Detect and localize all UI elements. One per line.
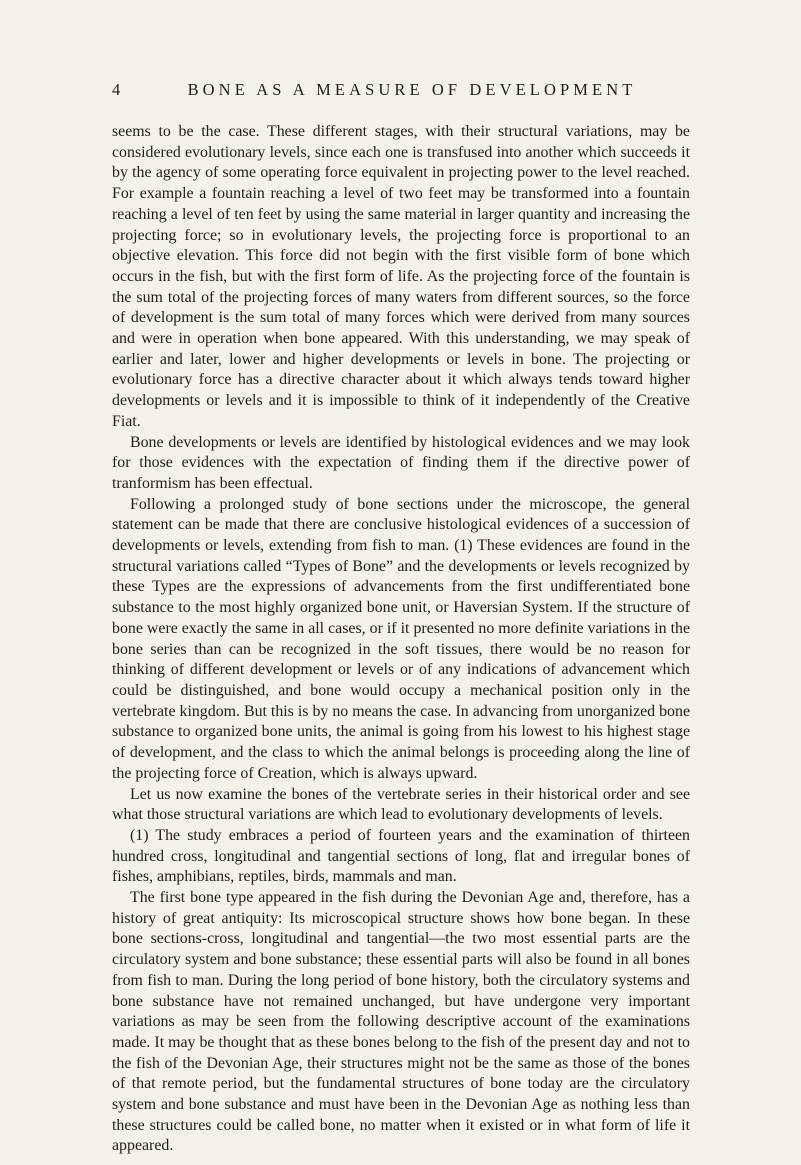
paragraph-examine-bones: Let us now examine the bones of the vertebrate series in their historical order and see what those structural variations are which lead to evolutionary developments of levels.	[112, 785, 690, 824]
paragraph-first-bone-type: The first bone type appeared in the fish during the Devonian Age and, therefore, has a history of great antiquity: Its microscopical structure shows how bone began. In these bone sections-cross, longitudinal and tangential—the two most essential parts are the circulatory system and bone substance; these essential parts will also be found in all bones from fish to man. During the long period of bone history, both the circulatory systems and bone substance have not remained unchanged, but have undergone very important variations as may be seen from the following descriptive account of the examinations made. It may be thought that as these bones belong to the fish of the present day and not to the fish of the Devonian Age, their structures might not be the same as those of the bones of that remote period, but the fundamental structures of bone today are the circulatory system and bone substance and must have been in the Devonian Age as nothing less than these structures could be called bone, no matter when it existed or in what form of life it appeared.	[112, 889, 690, 1155]
paragraph-histological-evidences: Bone developments or levels are identified by histological evidences and we may look for those evidences with the expectation of finding them if the directive power of tranformism has been effectual.	[112, 433, 690, 492]
footnote-study-period: (1) The study embraces a period of fourteen years and the examination of thirteen hundred cross, longitudinal and tangential sections of long, flat and irregular bones of fishes, amphibians, reptiles, birds, mammals and man.	[112, 826, 690, 886]
paragraph-microscope-study: Following a prolonged study of bone sections under the microscope, the general statement can be made that there are conclusive histological evidences of a succession of developments or levels, extending from fish to man. (1) These evidences are found in the structural variations called “Types of Bone” and the developments or levels recognized by these Types are the expressions of advancements from the first undifferentiated bone substance to the most highly organized bone unit, or Haversian System. If the structure of bone were exactly the same in all cases, or if it presented no more definite variations in the bone series than can be recognized in the soft tissues, there would be no reason for thinking of different development or levels or of any indications of advancement which could be distinguished, and bone would occupy a mechanical position only in the vertebrate kingdom. But this is by no means the case. In advancing from unorganized bone substance to organized bone units, the animal is going from his lowest to his highest stage of development, and the class to which the animal belongs is proceeding along the line of the projecting force of Creation, which is always upward.	[112, 495, 690, 782]
paragraph-continuation: seems to be the case. These different stages, with their structural variations, may be considered evolutionary levels, since each one is transfused into another which succeeds it by the agency of some operating force equivalent in projecting power to the level reached. For example a fountain reaching a level of two feet may be transformed into a fountain reaching a level of ten feet by using the same material in larger quantity and increasing the projecting force; so in evolutionary levels, the projecting force is proportional to an objective elevation. This force did not begin with the first visible form of bone which occurs in the fish, but with the first form of life. As the projecting force of the fountain is the sum total of the projecting forces of many waters from different sources, so the force of development is the sum total of many forces which were derived from many sources and were in operation when bone appeared. With this understanding, we may speak of earlier and later, lower and higher developments or levels in bone. The projecting or evolutionary force has a directive character about it which always tends toward higher developments or levels and it is impossible to think of it independently of the Creative Fiat.	[112, 123, 690, 430]
body-text	[112, 122, 690, 1157]
running-title: BONE AS A MEASURE OF DEVELOPMENT	[187, 80, 637, 99]
page-number: 4	[112, 80, 122, 99]
running-head	[112, 80, 690, 102]
